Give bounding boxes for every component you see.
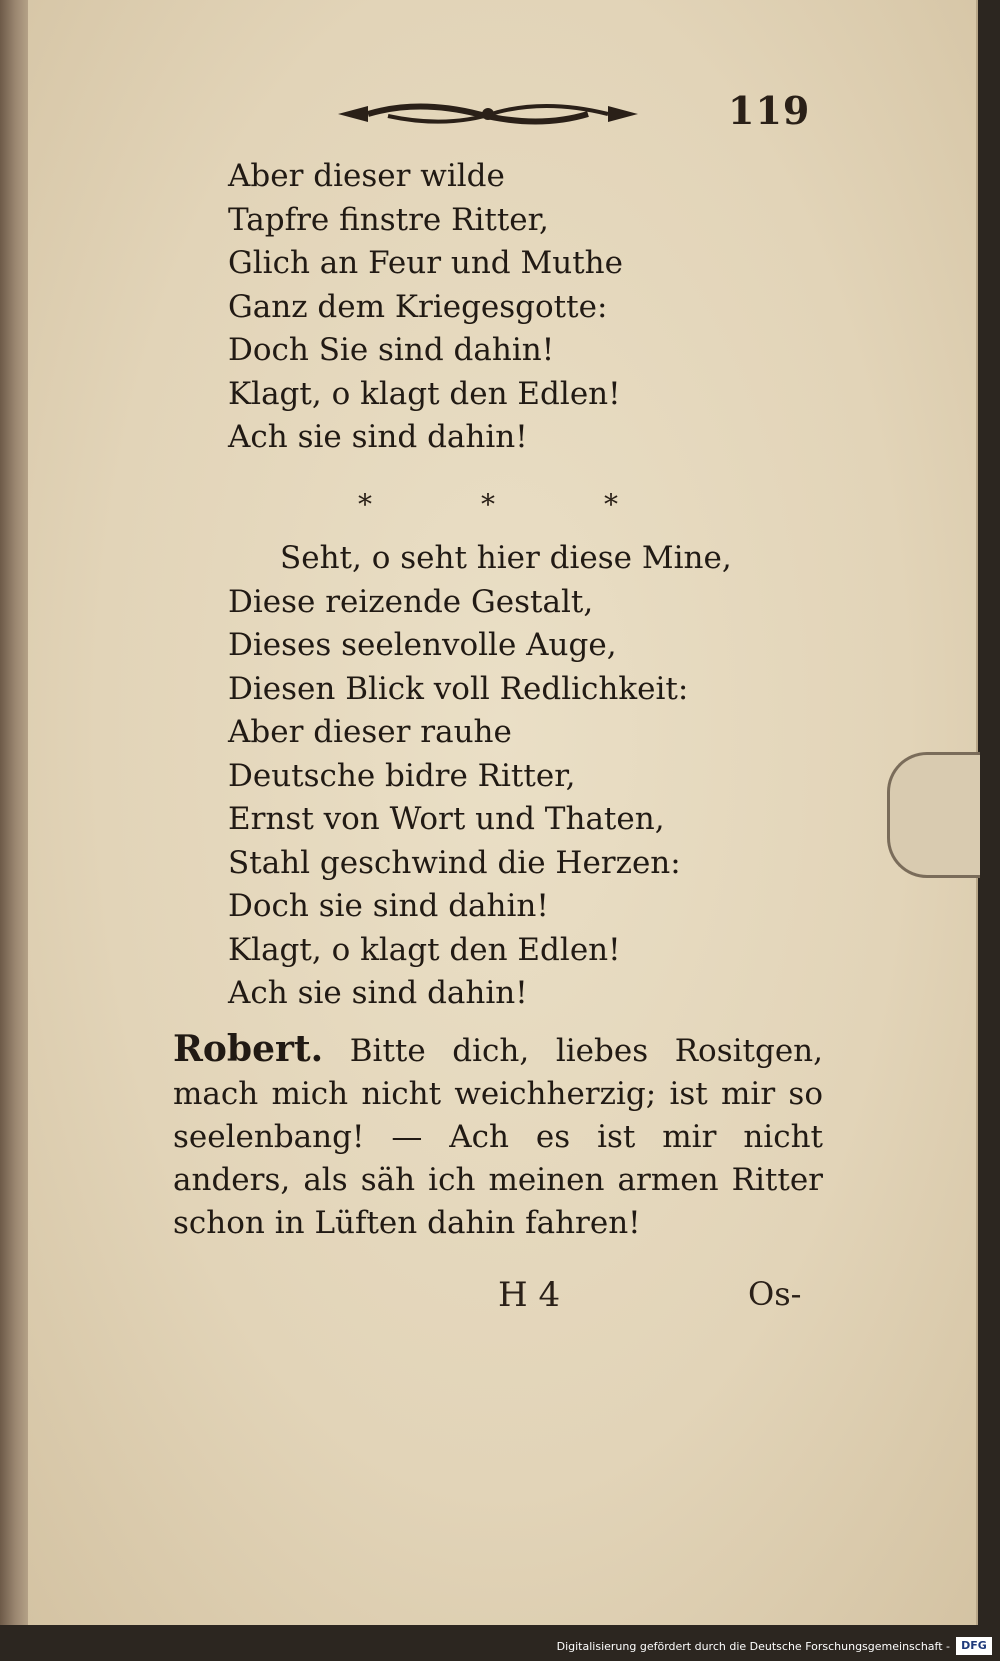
- signature-mark: H 4: [498, 1275, 561, 1315]
- speaker-name: Robert.: [173, 1028, 324, 1070]
- page-edge-tab: [887, 752, 980, 878]
- dfg-logo: DFG: [956, 1637, 992, 1655]
- verse-line: Dieses seelenvolle Auge,: [228, 627, 617, 663]
- book-page: [28, 0, 978, 1625]
- verse-line: Stahl geschwind die Herzen:: [228, 844, 681, 881]
- speech-paragraph: [173, 1028, 823, 1245]
- digitization-credit: Digitalisierung gefördert durch die Deutsche Forschungsgemeinschaft -: [556, 1640, 950, 1653]
- catchword: Os-: [748, 1275, 802, 1313]
- star-ornament-icon: *: [358, 488, 372, 521]
- star-ornament-icon: *: [481, 488, 495, 521]
- star-ornament-icon: *: [604, 488, 618, 521]
- verse-line: Aber dieser wilde: [228, 158, 505, 194]
- verse-stanza-1: [228, 155, 623, 460]
- speech-text: Bitte dich, liebes Rositgen, mach mich nicht weichherzig; ist mir so seelenbang! — Ach es ist mir nicht anders, als säh ich meinen armen Ritter schon in Lüften dahin fahren!: [173, 1033, 824, 1241]
- verse-line: Diese reizende Gestalt,: [228, 583, 594, 620]
- verse-line: Ernst von Wort und Thaten,: [228, 801, 665, 837]
- verse-line: Aber dieser rauhe: [228, 714, 512, 750]
- head-ornament-icon: [328, 94, 648, 134]
- verse-line: Seht, o seht hier diese Mine,: [280, 540, 732, 576]
- verse-line: Doch sie sind dahin!: [228, 888, 549, 924]
- verse-line: Klagt, o klagt den Edlen!: [228, 375, 621, 412]
- page-number: 119: [728, 88, 811, 133]
- verse-line: Tapfre finstre Ritter,: [228, 201, 549, 238]
- verse-stanza-2: [228, 537, 732, 1016]
- verse-line: Ach sie sind dahin!: [228, 419, 528, 455]
- verse-line: Ganz dem Kriegesgotte:: [228, 288, 608, 325]
- verse-line: Klagt, o klagt den Edlen!: [228, 931, 621, 968]
- verse-line: Doch Sie sind dahin!: [228, 332, 555, 368]
- verse-line: Diesen Blick voll Redlichkeit:: [228, 670, 689, 707]
- verse-line: Glich an Feur und Muthe: [228, 245, 623, 281]
- verse-line: Ach sie sind dahin!: [228, 975, 528, 1011]
- section-divider: [358, 488, 618, 521]
- verse-line: Deutsche bidre Ritter,: [228, 757, 576, 794]
